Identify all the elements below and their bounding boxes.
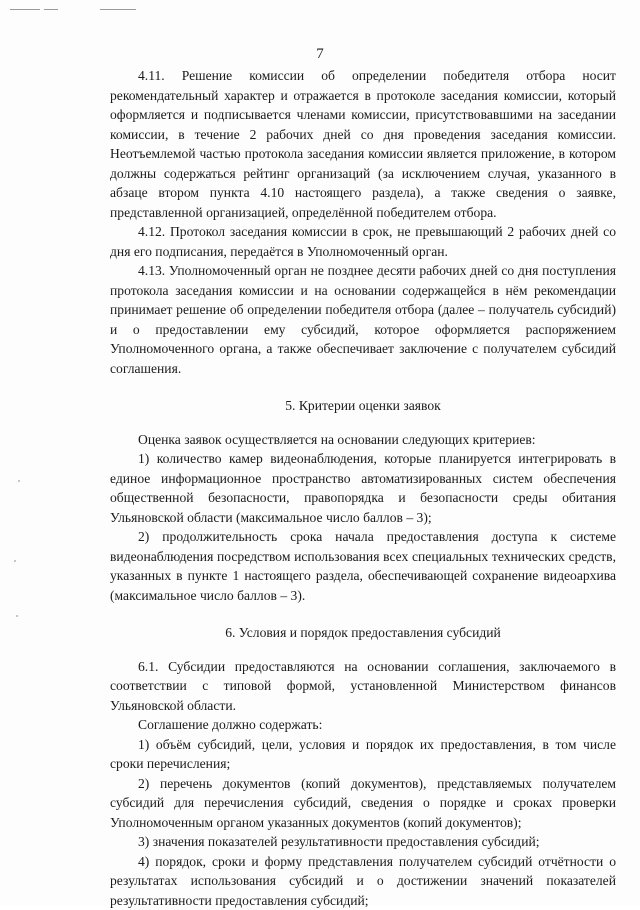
agreement-item-4: 4) порядок, сроки и форму представления получателем субсидий отчётности о результатах использования субсидий и о достижении значений показателей результативности предоставления субсидий; [110,852,616,910]
spacer [110,643,616,657]
agreement-item-3: 3) значения показателей результативности предоставления субсидий; [110,832,616,852]
scan-artifact [18,480,20,482]
agreement-item-1: 1) объём субсидий, цели, условия и порядок их предоставления, в том числе сроки перечисления; [110,735,616,774]
section-5-intro: Оценка заявок осуществляется на основании следующих критериев: [110,430,616,450]
criterion-1: 1) количество камер видеонаблюдения, которые планируется интегрировать в единое информационное пространство автоматизированных систем обеспечения общественной безопасности, правопорядка и безопасности среды обитания Ульяновской области (максимальное число баллов – 3); [110,449,616,527]
page-number: 7 [0,46,640,63]
agreement-item-2: 2) перечень документов (копий документов), представляемых получателем субсидий для перечисления субсидий, сведения о порядке и сроках проверки Уполномоченным органом указанных документов (копий документов); [110,774,616,833]
scan-artifact [16,615,18,617]
document-body [110,66,616,910]
paragraph-4-12: 4.12. Протокол заседания комиссии в срок, не превышающий 2 рабочих дней со дня его подписания, передаётся в Уполномоченный орган. [110,222,616,261]
scan-artifact [44,9,58,10]
spacer [110,416,616,430]
scan-artifact [14,560,16,562]
scan-artifact [10,9,40,10]
section-5-heading: 5. Критерии оценки заявок [110,396,616,416]
spacer [110,605,616,623]
paragraph-4-11: 4.11. Решение комиссии об определении победителя отбора носит рекомендательный характер и отражается в протоколе заседания комиссии, который оформляется и подписывается членами комиссии, присутствовавшими на заседании комиссии, в течение 2 рабочих дней со дня проведения заседания комиссии. Неотъемлемой частью протокола заседания комиссии является приложение, в котором должны содержаться рейтинг организаций (за исключением случая, указанного в абзаце втором пункта 4.10 настоящего раздела), а также сведения о заявке, представленной организацией, определённой победителем отбора. [110,66,616,222]
section-6-heading: 6. Условия и порядок предоставления субсидий [110,623,616,643]
spacer [110,378,616,396]
paragraph-4-13: 4.13. Уполномоченный орган не позднее десяти рабочих дней со дня поступления протокола заседания комиссии и на основании содержащейся в нём рекомендации принимает решение об определении победителя отбора (далее – получатель субсидий) и о предоставлении ему субсидий, которое оформляется распоряжением Уполномоченного органа, а также обеспечивает заключение с получателем субсидий соглашения. [110,261,616,378]
scan-artifact [100,9,136,10]
criterion-2: 2) продолжительность срока начала предоставления доступа к системе видеонаблюдения посредством использования всех специальных технических средств, указанных в пункте 1 настоящего раздела, обеспечивающей сохранение видеоархива (максимальное число баллов – 3). [110,527,616,605]
paragraph-6-1: 6.1. Субсидии предоставляются на основании соглашения, заключаемого в соответствии с типовой формой, установленной Министерством финансов Ульяновской области. [110,657,616,716]
agreement-intro: Соглашение должно содержать: [110,715,616,735]
